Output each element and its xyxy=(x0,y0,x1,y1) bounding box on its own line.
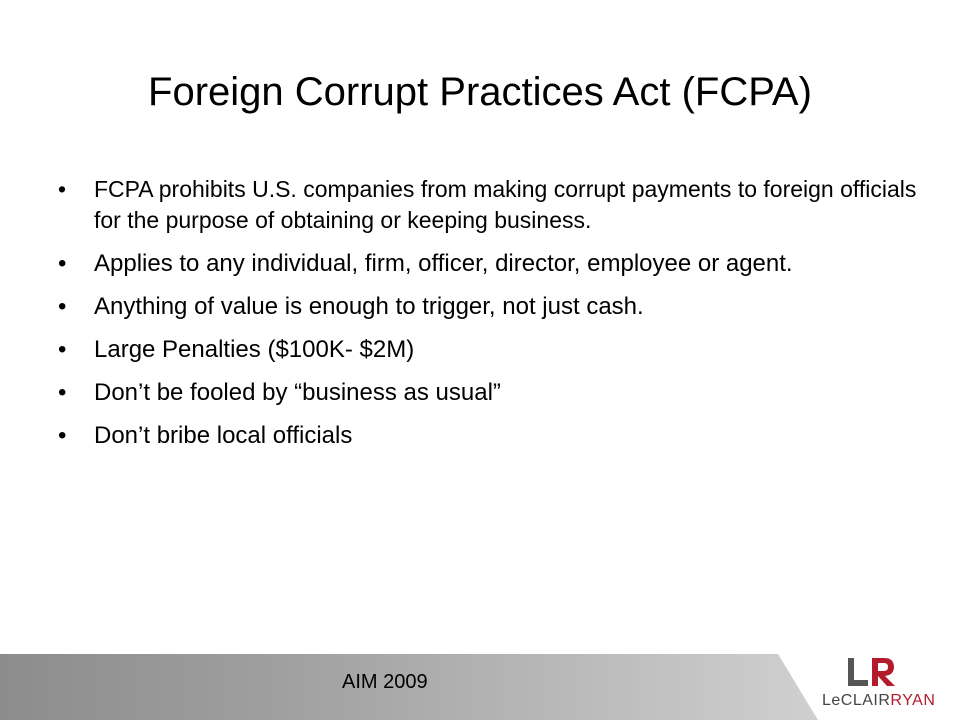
bullet-text: Large Penalties ($100K- $2M) xyxy=(94,336,415,363)
leclairryan-mark-icon xyxy=(842,654,906,690)
bullet-item xyxy=(58,420,918,452)
bullet-text: Don’t bribe local officials xyxy=(94,422,353,449)
company-logo xyxy=(822,654,952,716)
slide-title: Foreign Corrupt Practices Act (FCPA) xyxy=(148,70,812,114)
logo-wordmark xyxy=(822,692,952,710)
bullet-text: FCPA prohibits U.S. companies from making corrupt payments to foreign officials for the purpose of obtaining or keeping business. xyxy=(94,176,917,233)
bullet-item xyxy=(58,248,918,280)
bullet-glyph: • xyxy=(58,250,67,277)
bullet-text: Applies to any individual, firm, officer, director, employee or agent. xyxy=(94,250,793,277)
bullet-glyph: • xyxy=(58,422,67,449)
bullet-glyph: • xyxy=(58,176,67,202)
bullet-glyph: • xyxy=(58,336,67,363)
bullet-text: Don’t be fooled by “business as usual” xyxy=(94,379,501,406)
logo-name-part1: LeCLAIR xyxy=(822,692,891,709)
bullet-list xyxy=(58,174,918,463)
bullet-glyph: • xyxy=(58,293,67,320)
logo-name-part2: RYAN xyxy=(890,692,936,709)
bullet-item xyxy=(58,334,918,366)
footer-text: AIM 2009 xyxy=(342,671,428,693)
bullet-glyph: • xyxy=(58,379,67,406)
bullet-text: Anything of value is enough to trigger, not just cash. xyxy=(94,293,644,320)
bullet-item xyxy=(58,377,918,409)
bullet-item xyxy=(58,291,918,323)
bullet-item xyxy=(58,174,918,236)
